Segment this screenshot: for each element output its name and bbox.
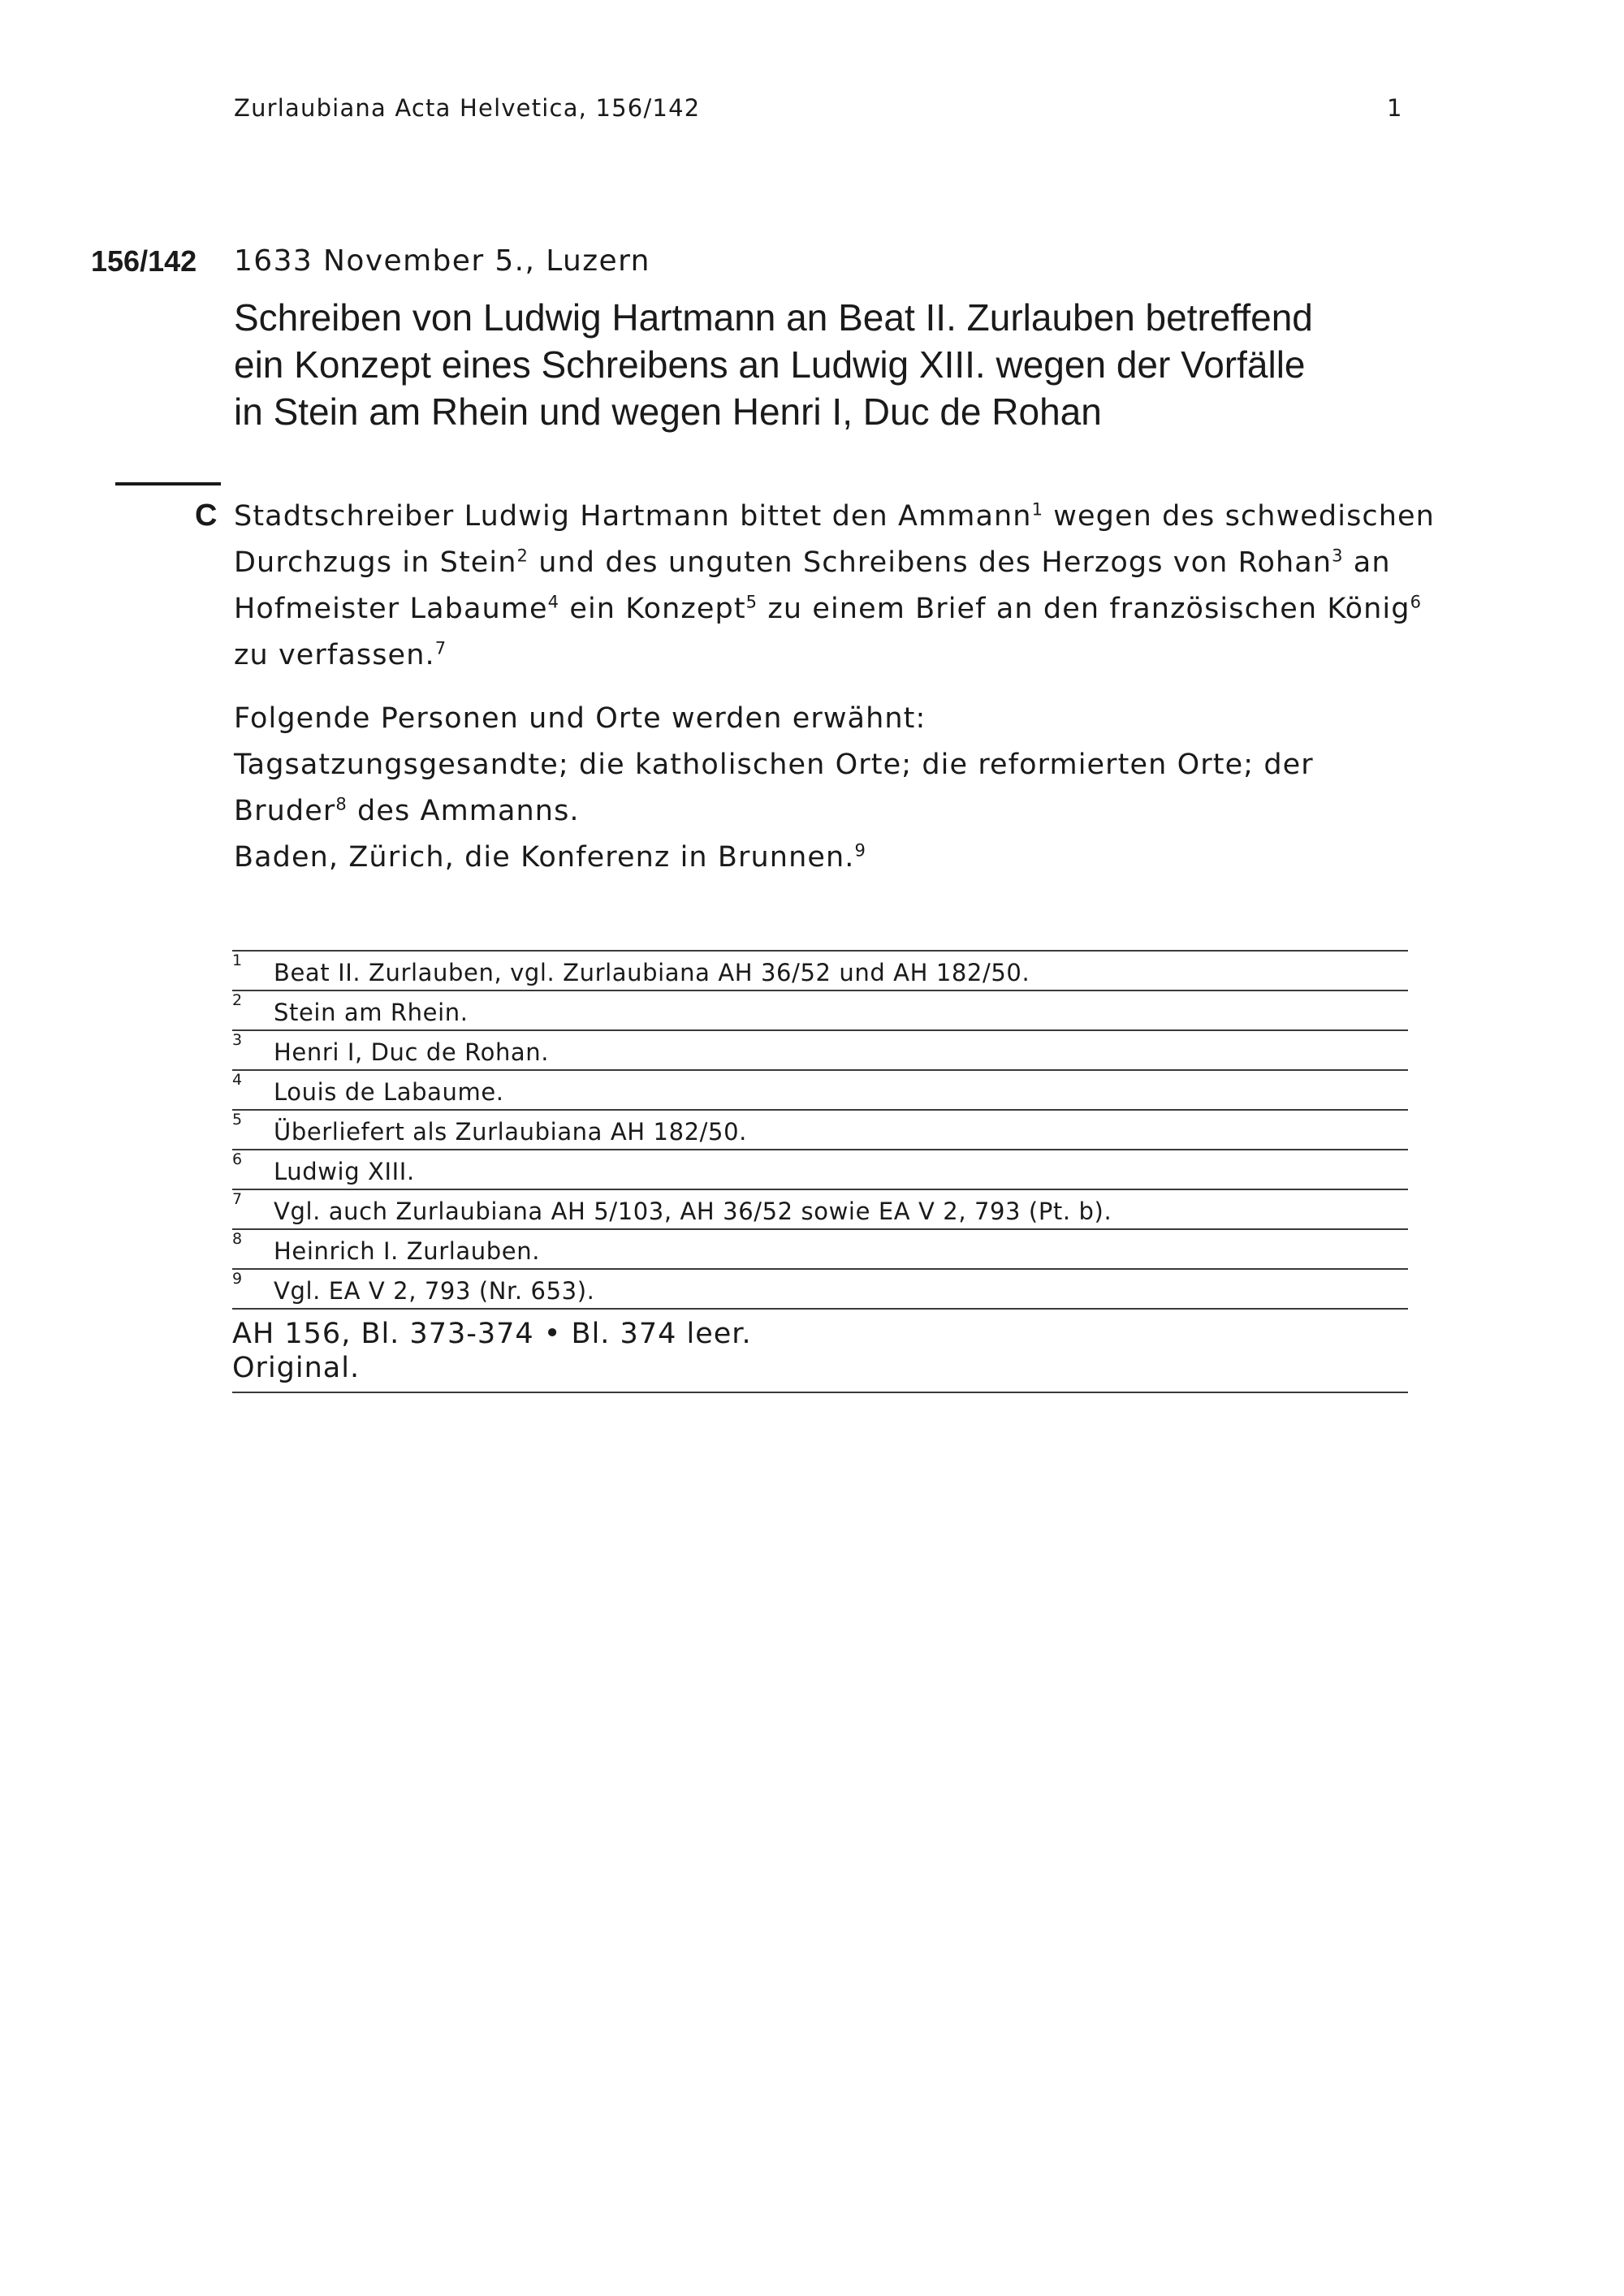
title-line: Schreiben von Ludwig Hartmann an Beat II. Zurlauben betreffend: [234, 296, 1313, 339]
footnote: [232, 1268, 1408, 1310]
footnote-number: 9: [232, 1270, 243, 1288]
footnote-text: Stein am Rhein.: [274, 999, 469, 1026]
page-number: 1: [1387, 94, 1403, 122]
persons-places-intro: Folgende Personen und Orte werden erwähnt:: [234, 702, 926, 735]
places-line: Baden, Zürich, die Konferenz in Brunnen.$^9$: [234, 840, 866, 874]
footnote-number: 8: [232, 1230, 243, 1248]
footnote-ref[interactable]: 9: [854, 840, 866, 861]
footnote-ref[interactable]: 1: [1031, 499, 1044, 520]
footnote-ref[interactable]: 8: [335, 794, 348, 814]
footnote-number: 6: [232, 1150, 243, 1168]
footnote: [232, 1228, 1408, 1268]
summary-line: Stadtschreiber Ludwig Hartmann bittet den Ammann$^1$ wegen des schwedischen: [234, 499, 1435, 533]
footnote-number: 1: [232, 952, 243, 969]
footnote-number: 5: [232, 1111, 243, 1129]
summary-line: Durchzugs in Stein$^2$ und des unguten Schreibens des Herzogs von Rohan$^3$ an: [234, 546, 1391, 579]
footnote-text: Louis de Labaume.: [274, 1078, 504, 1106]
margin-rule: [115, 482, 221, 486]
footnote: [232, 990, 1408, 1029]
footnote: [232, 1109, 1408, 1149]
footnote: [232, 950, 1408, 990]
footnote: [232, 1189, 1408, 1228]
source-citation: [232, 1317, 1408, 1393]
footnotes-list: [232, 950, 1408, 1310]
footnote-number: 2: [232, 991, 243, 1009]
running-title: Zurlaubiana Acta Helvetica, 156/142: [234, 94, 701, 122]
document-number: 156/142: [91, 244, 197, 278]
footnote-ref[interactable]: 3: [1332, 546, 1344, 566]
footnote-text: Vgl. auch Zurlaubiana AH 5/103, AH 36/52 sowie EA V 2, 793 (Pt. b).: [274, 1198, 1112, 1225]
footnote-text: Ludwig XIII.: [274, 1158, 415, 1185]
summary-marker: C: [195, 498, 218, 533]
footnote-ref[interactable]: 2: [516, 546, 529, 566]
summary-line: zu verfassen.$^7$: [234, 638, 447, 671]
footnote-text: Heinrich I. Zurlauben.: [274, 1237, 541, 1265]
footnote-ref[interactable]: 5: [745, 592, 758, 612]
footnote-ref[interactable]: 4: [547, 592, 560, 612]
persons-line: Tagsatzungsgesandte; die katholischen Orte; die reformierten Orte; der: [234, 749, 1314, 781]
footnote-ref[interactable]: 6: [1410, 592, 1423, 612]
title-line: in Stein am Rhein und wegen Henri I, Duc de Rohan: [234, 391, 1102, 433]
footnote: [232, 1029, 1408, 1069]
document-date-place: 1633 November 5., Luzern: [234, 244, 650, 278]
footnote-text: Vgl. EA V 2, 793 (Nr. 653).: [274, 1277, 595, 1305]
footnote-number: 3: [232, 1031, 243, 1049]
footnote-number: 4: [232, 1071, 243, 1089]
persons-line: Bruder$^8$ des Ammanns.: [234, 794, 580, 827]
footnote-ref[interactable]: 7: [434, 638, 447, 658]
footnote: [232, 1069, 1408, 1109]
persons-places-block: [234, 696, 1403, 881]
footnote-text: Überliefert als Zurlaubiana AH 182/50.: [274, 1118, 747, 1146]
summary-line: Hofmeister Labaume$^4$ ein Konzept$^5$ zu einem Brief an den französischen König$^6$: [234, 592, 1423, 625]
title-line: ein Konzept eines Schreibens an Ludwig XIII. wegen der Vorfälle: [234, 343, 1306, 386]
document-title: [234, 294, 1387, 435]
source-line: Original.: [232, 1352, 361, 1384]
footnote-text: Henri I, Duc de Rohan.: [274, 1038, 550, 1066]
footnote: [232, 1149, 1408, 1189]
source-line: AH 156, Bl. 373-374 • Bl. 374 leer.: [232, 1318, 752, 1350]
footnote-number: 7: [232, 1190, 243, 1208]
summary-paragraph: [234, 494, 1435, 679]
footnote-text: Beat II. Zurlauben, vgl. Zurlaubiana AH 36/52 und AH 182/50.: [274, 959, 1030, 986]
